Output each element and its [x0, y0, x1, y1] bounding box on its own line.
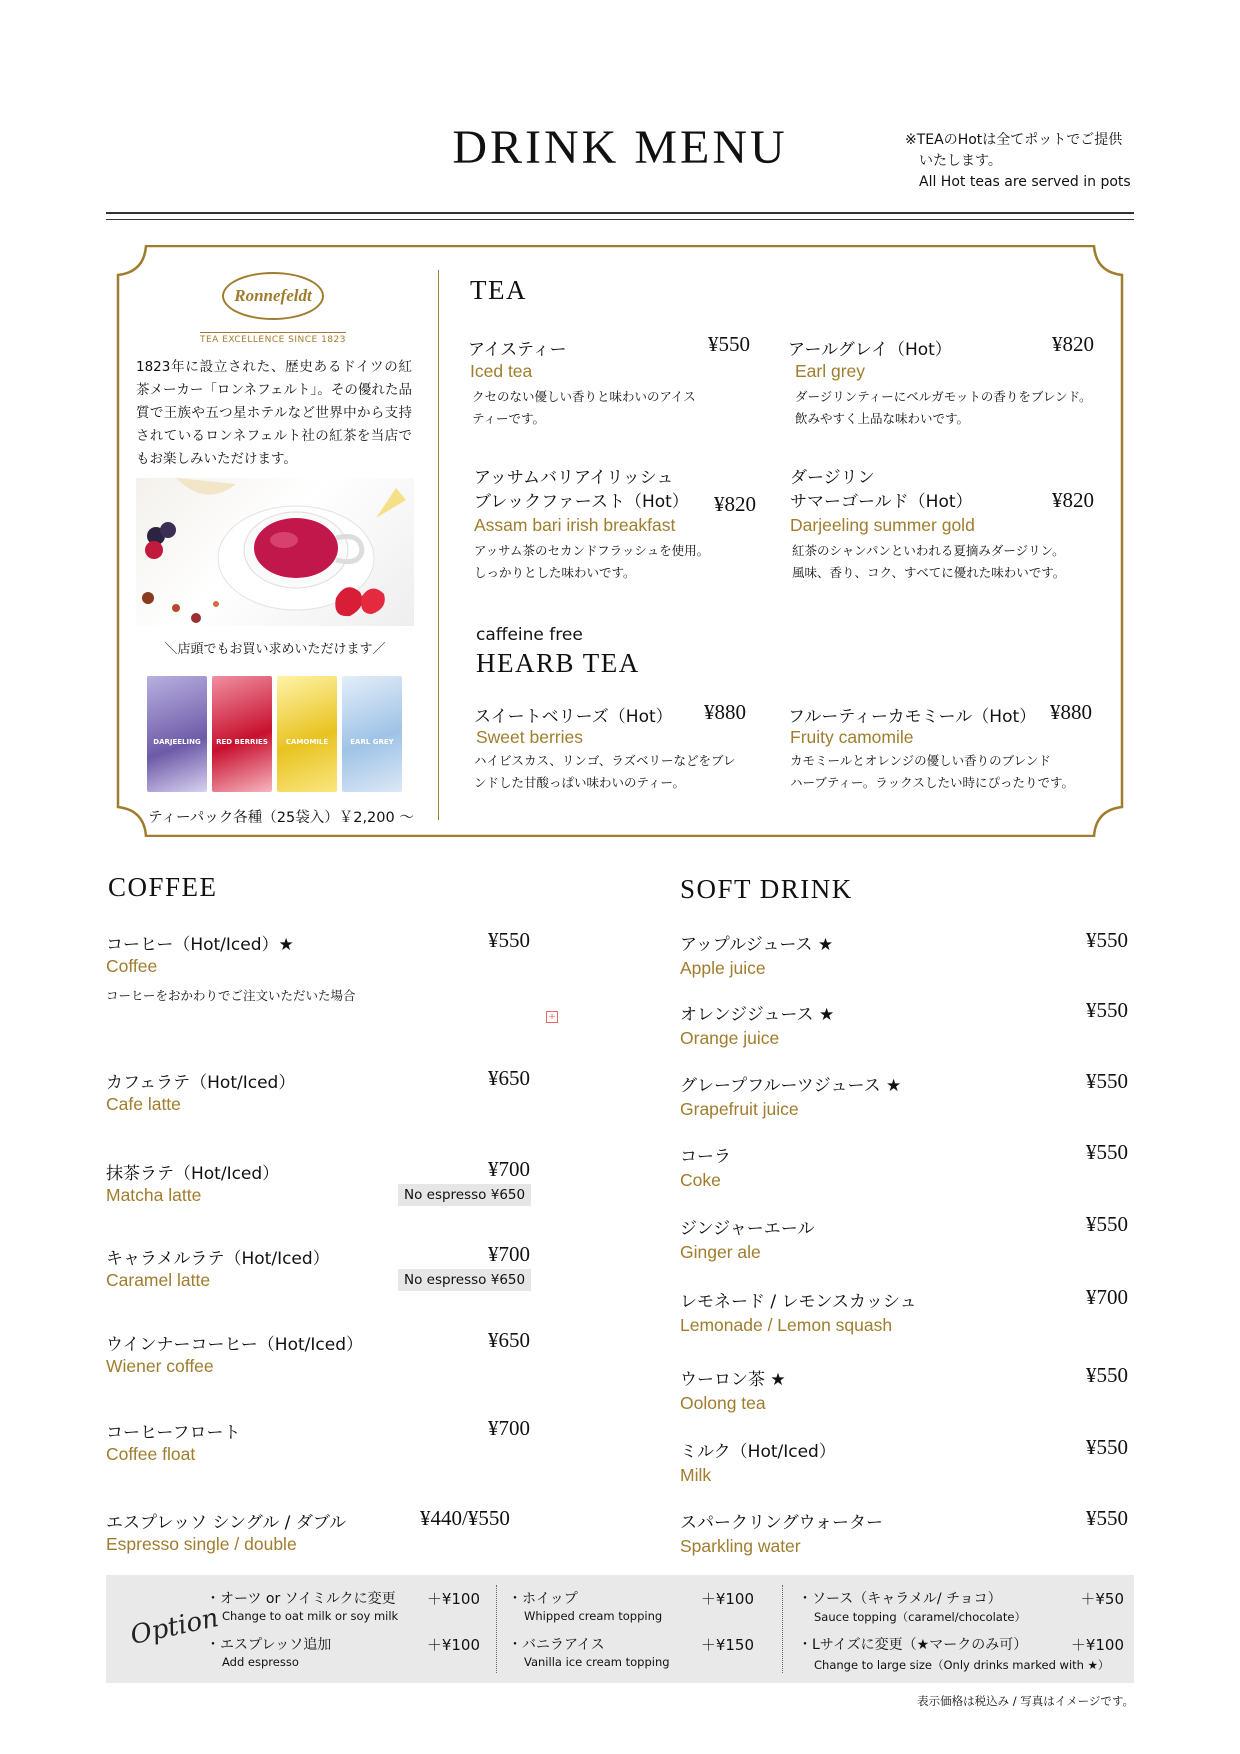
item-name-en: Oolong tea [680, 1393, 766, 1413]
tea-heading: TEA [470, 275, 527, 305]
item-name-en: Coke [680, 1170, 721, 1190]
item-name: コーラ [680, 1147, 731, 1167]
item-price: ¥650 [488, 1328, 530, 1352]
caffeine-free-label: caffeine free [476, 625, 583, 645]
item-name: コーヒーフロート [106, 1423, 241, 1443]
pack-price: ティーパック各種（25袋入）￥2,200 〜 [148, 810, 414, 826]
item-name: ウインナーコーヒー（Hot/Iced） [106, 1335, 363, 1355]
item-desc [474, 750, 736, 794]
item-name-en: Assam bari irish breakfast [474, 515, 676, 535]
item-name-en: Espresso single / double [106, 1534, 297, 1554]
item-name-en: Milk [680, 1465, 712, 1485]
item-name-en: Earl grey [795, 361, 866, 381]
option-name: ・オーツ or ソイミルクに変更 [206, 1591, 396, 1607]
note-line: All Hot teas are served in pots [919, 174, 1131, 190]
item-name-en: Matcha latte [106, 1185, 202, 1205]
item-price: ¥550 [1086, 1363, 1128, 1387]
desc-line: 風味、香り、コク、すべてに優れた味わいです。 [792, 565, 1066, 580]
item-desc [474, 540, 709, 584]
tea-photo [136, 478, 414, 626]
item-name-en: Caramel latte [106, 1270, 211, 1290]
option-price: ＋¥150 [700, 1636, 754, 1654]
item-price: ¥880 [1050, 700, 1092, 724]
item-name-en: Cafe latte [106, 1094, 181, 1114]
pack-label: CAMOMILE [285, 738, 329, 746]
item-price: ¥550 [1086, 1435, 1128, 1459]
item-name: ブレックファースト（Hot） [474, 492, 689, 512]
tea-pack-earl-grey [342, 676, 402, 792]
item-price: ¥700 [1086, 1285, 1128, 1309]
item-name: アップルジュース ★ [680, 935, 834, 955]
option-price: ＋¥100 [426, 1636, 480, 1654]
item-price: ¥550 [1086, 1506, 1128, 1530]
item-name: コーヒー（Hot/Iced）★ [106, 935, 294, 955]
desc-line: ハイビスカス、リンゴ、ラズベリーなどをブレ [474, 753, 736, 768]
pack-label: DARJEELING [153, 738, 201, 746]
desc-line: 紅茶のシャンパンといわれる夏摘みダージリン。 [792, 543, 1065, 558]
option-sub: Whipped cream topping [524, 1609, 663, 1623]
note-line: いたします。 [919, 153, 1002, 169]
tea-pack-red-berries [212, 676, 272, 792]
option-label: Option [127, 1603, 222, 1651]
item-name: アッサムバリアイリッシュ [474, 468, 674, 488]
tea-pack-darjeeling [147, 676, 207, 792]
item-desc [790, 750, 1074, 794]
item-name-en: Wiener coffee [106, 1356, 214, 1376]
item-price: ¥820 [1052, 488, 1094, 512]
desc-line: クセのない優しい香りと味わいのアイス [472, 389, 696, 404]
no-espresso-badge: No espresso ¥650 [398, 1269, 531, 1291]
item-price: ¥550 [1086, 1212, 1128, 1236]
option-sub: Vanilla ice cream topping [524, 1655, 670, 1669]
item-name-en: Sweet berries [476, 727, 583, 747]
note-line: ※TEAのHotは全てポットでご提供 [905, 132, 1123, 148]
item-name-en: Coffee [106, 956, 158, 976]
item-desc [472, 386, 696, 430]
tea-divider [438, 270, 439, 820]
item-name-en: Coffee float [106, 1444, 196, 1464]
item-price: ¥700 [488, 1157, 530, 1181]
item-desc: コーヒーをおかわりでご注文いただいた場合 [106, 988, 356, 1003]
logo-tagline: TEA EXCELLENCE SINCE 1823 [200, 332, 346, 345]
desc-line: カモミールとオレンジの優しい香りのブレンド [790, 753, 1051, 768]
item-name-en: Iced tea [470, 361, 533, 381]
ronnefeldt-logo [222, 272, 324, 320]
item-name-en: Apple juice [680, 958, 766, 978]
item-price: ¥650 [488, 1066, 530, 1090]
item-name-en: Orange juice [680, 1028, 780, 1048]
item-name-en: Sparkling water [680, 1536, 801, 1556]
option-sub: Change to large size（Only drinks marked with ★） [814, 1658, 1110, 1672]
divider [106, 219, 1134, 220]
option-price: ＋¥100 [700, 1590, 754, 1608]
item-name: ミルク（Hot/Iced） [680, 1442, 836, 1462]
tea-note [905, 130, 1145, 193]
item-price: ¥550 [708, 332, 750, 356]
item-name: カフェラテ（Hot/Iced） [106, 1073, 296, 1093]
item-price: ¥700 [488, 1242, 530, 1266]
desc-line: 飲みやすく上品な味わいです。 [795, 411, 970, 426]
coffee-heading: COFFEE [108, 872, 218, 902]
option-sub: Change to oat milk or soy milk [222, 1609, 399, 1623]
item-price: ¥440/¥550 [420, 1506, 510, 1530]
item-price: ¥880 [704, 700, 746, 724]
item-price: ¥550 [1086, 928, 1128, 952]
item-name: グレープフルーツジュース ★ [680, 1076, 902, 1096]
item-name: スイートベリーズ（Hot） [474, 707, 673, 727]
item-desc [795, 386, 1091, 430]
no-espresso-badge: No espresso ¥650 [398, 1184, 531, 1206]
refill-marker-icon: + [546, 1011, 558, 1023]
option-price: ＋¥50 [1080, 1590, 1124, 1608]
item-name: アイスティー [468, 340, 567, 360]
option-sub: Add espresso [222, 1655, 299, 1669]
item-name-en: Lemonade / Lemon squash [680, 1315, 893, 1335]
desc-line: ンドした甘酸っぱい味わいのティー。 [474, 775, 686, 790]
option-name: ・ソース（キャラメル/ チョコ） [798, 1591, 1002, 1607]
item-name: ジンジャーエール [680, 1219, 815, 1239]
item-name: 抹茶ラテ（Hot/Iced） [106, 1164, 280, 1184]
desc-line: しっかりとした味わいです。 [474, 565, 636, 580]
option-price: ＋¥100 [426, 1590, 480, 1608]
item-price: ¥700 [488, 1416, 530, 1440]
logo-text: Ronnefeldt [234, 286, 312, 305]
item-name: キャラメルラテ（Hot/Iced） [106, 1249, 330, 1269]
shop-label: ＼店頭でもお買い求めいただけます／ [164, 642, 386, 657]
item-name: スパークリングウォーター [680, 1513, 883, 1533]
option-name: ・バニラアイス [508, 1637, 605, 1653]
tea-pack-camomile [277, 676, 337, 792]
herb-heading: HEARB TEA [476, 648, 640, 678]
item-name-en: Darjeeling summer gold [790, 515, 975, 535]
option-sub: Sauce topping（caramel/chocolate） [814, 1610, 1026, 1624]
desc-line: アッサム茶のセカンドフラッシュを使用。 [474, 543, 710, 558]
item-price: ¥550 [1086, 1140, 1128, 1164]
pack-label: EARL GREY [350, 738, 394, 746]
item-name-en: Fruity camomile [790, 727, 914, 747]
item-name: アールグレイ（Hot） [788, 340, 952, 360]
footer-note: 表示価格は税込み / 写真はイメージです。 [917, 1694, 1134, 1708]
option-name: ・Lサイズに変更（★マークのみ可） [798, 1637, 1028, 1653]
item-name: フルーティーカモミール（Hot） [788, 707, 1037, 727]
option-divider [782, 1585, 783, 1673]
item-price: ¥820 [714, 492, 756, 516]
desc-line: ハーブティー。ラックスしたい時にぴったりです。 [790, 775, 1075, 790]
shop-label-text: 店頭でもお買い求めいただけます [177, 642, 373, 657]
brand-intro: 1823年に設立された、歴史あるドイツの紅茶メーカー「ロンネフェルト」。その優れた品質で王族や五つ星ホテルなど世界中から支持されているロンネフェルト社の紅茶を当店でもお楽しみいただけます。 [136, 359, 412, 467]
option-name: ・ホイップ [508, 1591, 578, 1607]
item-name: エスプレッソ シングル / ダブル [106, 1513, 347, 1533]
item-price: ¥820 [1052, 332, 1094, 356]
option-name: ・エスプレッソ追加 [206, 1637, 332, 1653]
item-name: ダージリン [790, 468, 875, 488]
item-name: ウーロン茶 ★ [680, 1370, 786, 1390]
desc-line: ティーです。 [472, 411, 546, 426]
item-price: ¥550 [1086, 998, 1128, 1022]
desc-line: ダージリンティーにベルガモットの香りをブレンド。 [795, 389, 1092, 404]
item-name: サマーゴールド（Hot） [790, 492, 973, 512]
item-name-en: Grapefruit juice [680, 1099, 799, 1119]
soft-drink-heading: SOFT DRINK [680, 874, 853, 904]
option-price: ＋¥100 [1070, 1636, 1124, 1654]
page-title: DRINK MENU [452, 121, 788, 174]
pack-label: RED BERRIES [216, 738, 268, 746]
item-price: ¥550 [1086, 1069, 1128, 1093]
item-name: オレンジジュース ★ [680, 1005, 835, 1025]
item-desc [792, 540, 1065, 584]
item-name-en: Ginger ale [680, 1242, 761, 1262]
divider [106, 212, 1134, 214]
item-price: ¥550 [488, 928, 530, 952]
option-divider [496, 1585, 497, 1673]
item-name: レモネード / レモンスカッシュ [680, 1292, 917, 1312]
